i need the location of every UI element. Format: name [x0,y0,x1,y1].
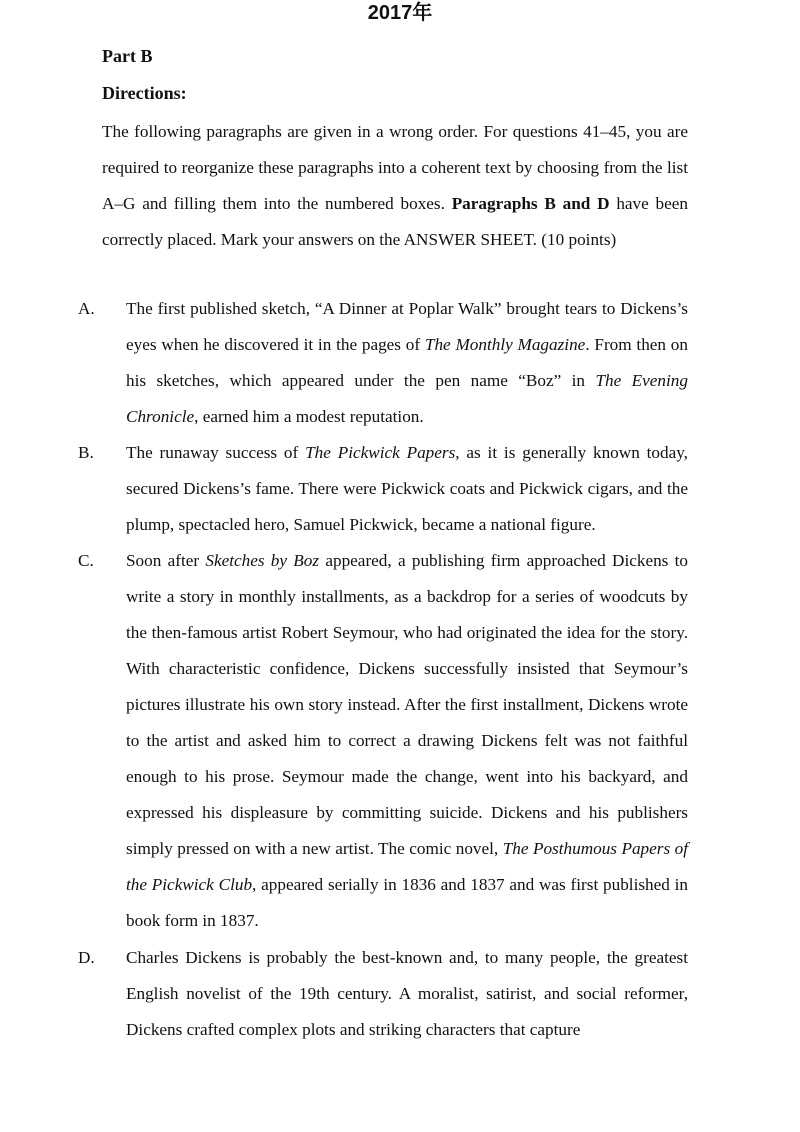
paragraph-text: , earned him a modest reputation. [194,407,424,426]
paragraph-c [78,543,689,939]
paragraph-text: The runaway success of [126,443,306,462]
paragraph-italic: Sketches by Boz [205,551,320,570]
directions-bold: Paragraphs B and D [451,194,610,213]
paragraph-text: , as it is generally known today, secured Dickens’s fame. There were Pickwick coats and Pickwick cigars, and the plump, spectacled hero, Samuel Pickwick, became a national figure. [126,443,688,534]
paragraph-d [78,940,688,1048]
paragraph-italic: The Monthly Magazine [424,335,586,354]
paragraph-text: . From then on his sketches, which appeared under the pen name “Boz” in [126,335,688,390]
paragraph-text: Charles Dickens is probably the best-known and, to many people, the greatest English novelist of the 19th century. A moralist, satirist, and social reformer, Dickens crafted complex plots and striking characters that capture [126,948,688,1039]
paragraph-letter: B. [78,443,94,462]
paragraph-a [78,291,688,435]
directions-text-part2: have been correctly placed. Mark your answers on the ANSWER SHEET. (10 points) [102,194,688,249]
paragraph-text: appeared, a publishing firm approached Dickens to write a story in monthly installments, as a backdrop for a series of woodcuts by the then-famous artist Robert Seymour, who had originated the idea for the story. With characteristic confidence, Dickens successfully insisted that Seymour’s pictures illustrate his own story instead. After the first installment, Dickens wrote to the artist and asked him to correct a drawing Dickens felt was not faithful enough to his prose. Seymour made the change, went into his backyard, and expressed his displeasure by committing suicide. Dickens and his publishers simply pressed on with a new artist. The comic novel, [126,551,689,858]
directions-text-part1: The following paragraphs are given in a wrong order. For questions 41–45, you are required to reorganize these paragraphs into a coherent text by choosing from the list A–G and filling them into the numbered boxes. [102,122,688,213]
paragraph-letter: A. [78,299,95,318]
paragraph-text: Soon after [126,551,206,570]
directions-text [102,114,688,258]
section-heading: Part B [102,46,153,66]
paragraph-text: The first published sketch, “A Dinner at Poplar Walk” brought tears to Dickens’s eyes when he discovered it in the pages of [126,299,688,354]
paragraph-letter: C. [78,551,94,570]
paragraph-b [78,435,688,543]
paragraph-text: , appeared serially in 1836 and 1837 and was first published in book form in 1837. [126,875,689,930]
paragraph-italic: The Posthumous Papers of the Pickwick Club [126,839,688,894]
paragraph-letter: D. [78,948,95,967]
paragraph-italic: The Pickwick Papers [305,443,456,462]
page-title: 2017年 [367,2,433,24]
directions-heading: Directions: [102,83,187,103]
paragraph-italic: The Evening Chronicle [126,371,688,426]
